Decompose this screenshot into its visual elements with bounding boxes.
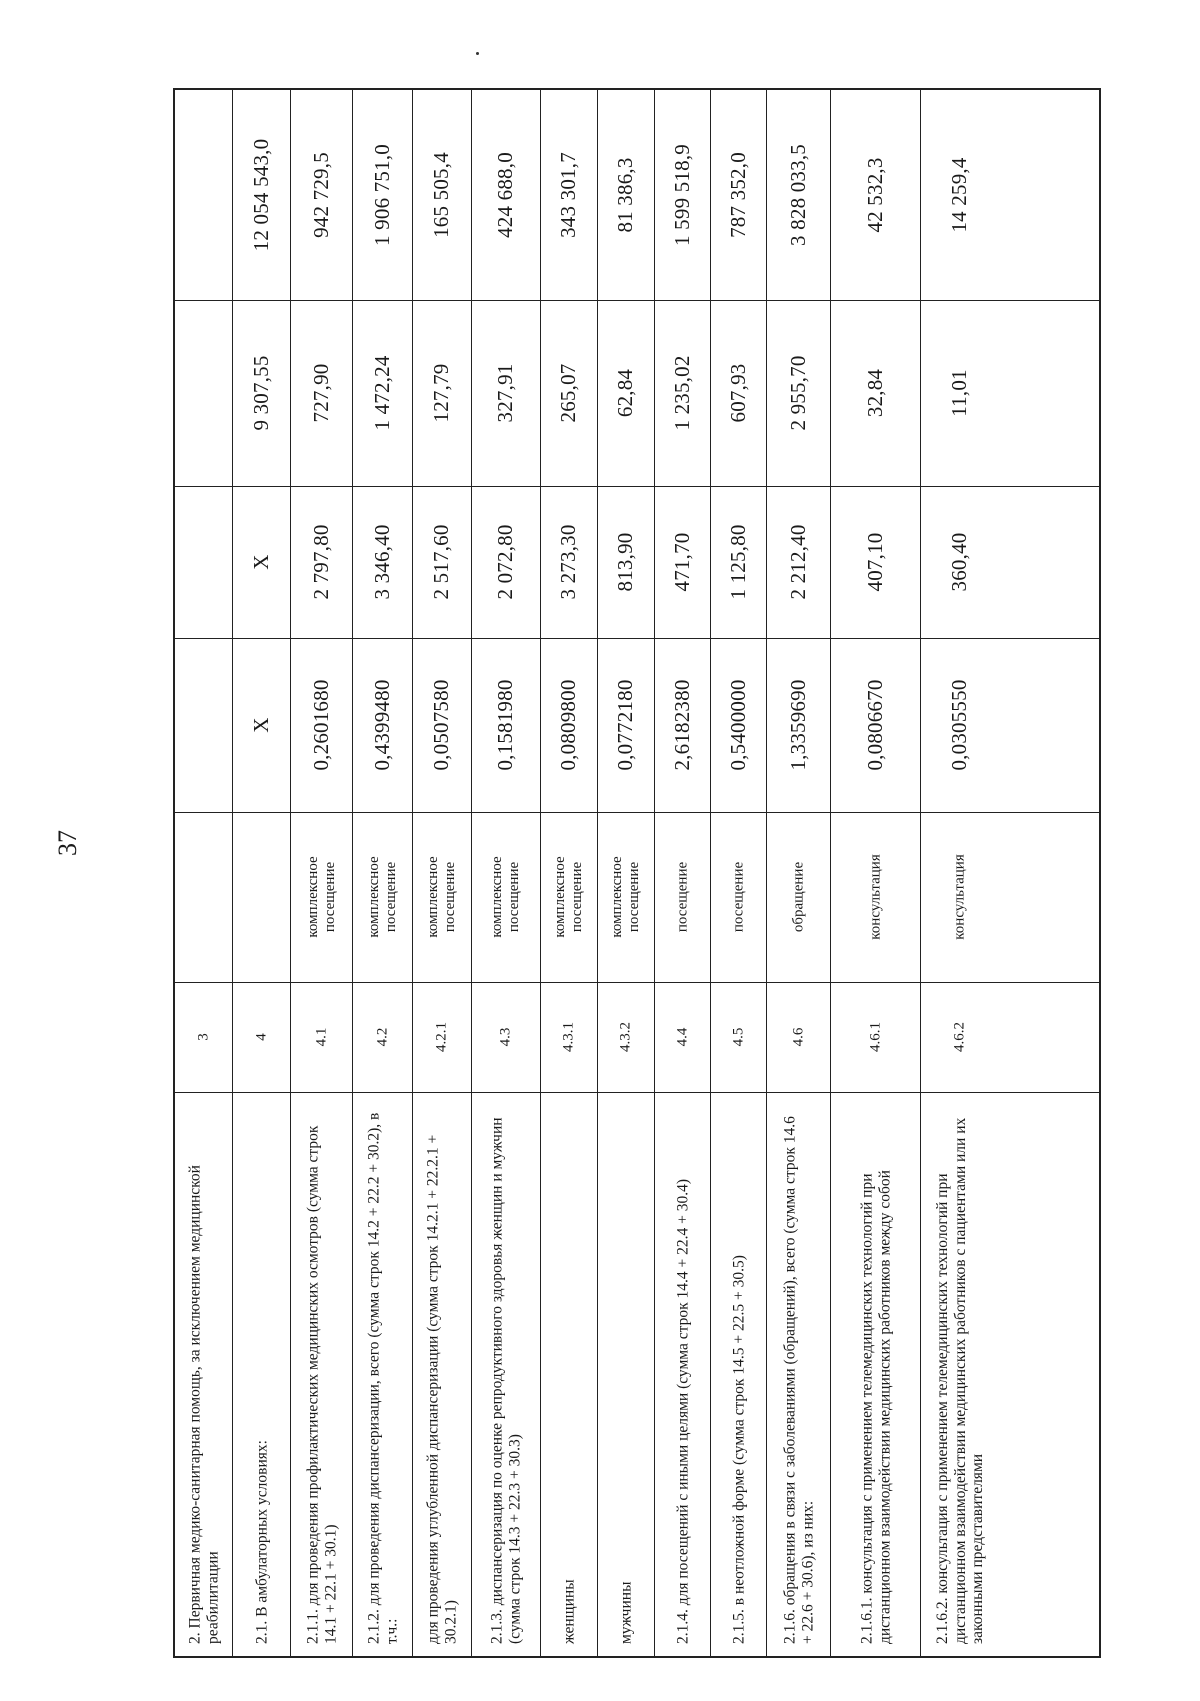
per-capita-text: 327,91	[493, 363, 518, 423]
per-capita-cell	[655, 300, 710, 486]
volume-text: 0,4399480	[369, 679, 394, 771]
per-capita-cell	[413, 300, 471, 486]
name-text: 2. Первичная медико-санитарная помощь, за исключением медицинской реабилитации	[186, 1165, 221, 1644]
total-text: 1 599 518,9	[669, 144, 694, 246]
cost-cell	[831, 486, 920, 638]
code-cell	[655, 982, 710, 1092]
unit-text: комплексное посещение	[425, 856, 458, 938]
volume-cell	[831, 638, 920, 812]
cost-cell	[767, 486, 830, 638]
code-text: 4.3.1	[560, 1022, 577, 1052]
per-capita-text: 32,84	[862, 368, 887, 418]
name-text: 2.1.6.2. консультация с применением телемедицинских технологий при дистанционном взаимодействии медицинских работников с пациентами или их законными представителями	[933, 1117, 986, 1644]
total-text: 165 505,4	[429, 152, 454, 238]
total-cell	[291, 90, 352, 300]
cost-cell	[291, 486, 352, 638]
volume-cell	[541, 638, 597, 812]
unit-cell	[921, 812, 999, 982]
volume-text: 0,5400000	[725, 679, 750, 771]
name-text: 2.1.2. для проведения диспансеризации, всего (сумма строк 14.2 + 22.2 + 30.2), в т.ч.:	[365, 1112, 400, 1644]
table-row	[766, 90, 830, 1656]
per-capita-text: 62,84	[613, 368, 638, 418]
unit-cell	[655, 812, 710, 982]
unit-cell	[413, 812, 471, 982]
unit-cell	[175, 812, 232, 982]
per-capita-text: 11,01	[947, 369, 972, 417]
unit-cell	[831, 812, 920, 982]
per-capita-text: 1 472,24	[369, 355, 394, 431]
per-capita-text: 9 307,55	[248, 355, 273, 431]
code-cell	[233, 982, 290, 1092]
unit-text: обращение	[790, 861, 807, 933]
unit-text: консультация	[951, 854, 968, 940]
name-cell	[831, 1092, 920, 1656]
cost-text: 471,70	[669, 532, 694, 592]
volume-text: 0,0305550	[947, 679, 972, 771]
cost-text: 360,40	[947, 532, 972, 592]
code-text: 4.6	[790, 1027, 807, 1047]
total-cell	[711, 90, 766, 300]
name-cell	[233, 1092, 290, 1656]
name-cell	[291, 1092, 352, 1656]
name-text: 2.1.4. для посещений с иными целями (сумма строк 14.4 + 22.4 + 30.4)	[673, 1179, 691, 1644]
total-cell	[767, 90, 830, 300]
volume-cell	[353, 638, 412, 812]
code-text: 4.3.2	[617, 1022, 634, 1052]
unit-text: комплексное посещение	[365, 856, 399, 938]
cost-cell	[353, 486, 412, 638]
cost-cell	[921, 486, 999, 638]
code-text: 4.5	[730, 1027, 747, 1047]
volume-cell	[291, 638, 352, 812]
total-text: 787 352,0	[725, 152, 750, 238]
name-text: для проведения углубленной диспансеризации (сумма строк 14.2.1 + 22.2.1 + 30.2.1)	[424, 1134, 459, 1644]
cost-text: 407,10	[862, 532, 887, 592]
per-capita-cell	[353, 300, 412, 486]
cost-text: 2 517,60	[429, 524, 454, 600]
unit-cell	[353, 812, 412, 982]
code-cell	[831, 982, 920, 1092]
unit-text: консультация	[867, 854, 884, 940]
code-cell	[353, 982, 412, 1092]
volume-text: 0,1581980	[493, 679, 518, 771]
cost-text: 3 346,40	[369, 524, 394, 600]
table-row	[412, 90, 471, 1656]
unit-cell	[711, 812, 766, 982]
total-text: 3 828 033,5	[785, 144, 810, 246]
cost-text: 3 273,30	[556, 524, 581, 600]
per-capita-cell	[711, 300, 766, 486]
cost-cell	[598, 486, 654, 638]
name-cell	[655, 1092, 710, 1656]
name-cell	[767, 1092, 830, 1656]
total-text: 81 386,3	[613, 157, 638, 233]
table-row	[710, 90, 766, 1656]
scan-dot	[476, 52, 479, 55]
total-text: 942 729,5	[308, 152, 333, 238]
code-text: 4.4	[674, 1027, 691, 1047]
per-capita-cell	[831, 300, 920, 486]
unit-text: посещение	[674, 861, 691, 933]
cost-cell	[655, 486, 710, 638]
unit-cell	[291, 812, 352, 982]
unit-cell	[472, 812, 540, 982]
total-cell	[655, 90, 710, 300]
volume-cell	[921, 638, 999, 812]
unit-cell	[541, 812, 597, 982]
table-row	[352, 90, 412, 1656]
volume-cell	[711, 638, 766, 812]
cost-text: 2 072,80	[493, 524, 518, 600]
per-capita-cell	[598, 300, 654, 486]
volume-text: 0,0809800	[556, 679, 581, 771]
unit-text: комплексное посещение	[609, 856, 642, 938]
unit-cell	[233, 812, 290, 982]
name-text: 2.1.5. в неотложной форме (сумма строк 14.5 + 22.5 + 30.5)	[729, 1255, 747, 1644]
code-text: 4	[253, 1033, 270, 1041]
code-cell	[921, 982, 999, 1092]
unit-cell	[767, 812, 830, 982]
per-capita-cell	[291, 300, 352, 486]
volume-cell	[413, 638, 471, 812]
code-text: 4.1	[313, 1027, 330, 1047]
code-text: 4.2	[374, 1027, 391, 1047]
table-row	[290, 90, 352, 1656]
cost-cell	[175, 486, 232, 638]
table-row	[175, 90, 232, 1656]
cost-text: 1 125,80	[725, 524, 750, 600]
per-capita-cell	[541, 300, 597, 486]
volume-text: 2,6182380	[669, 679, 694, 771]
code-cell	[767, 982, 830, 1092]
code-text: 4.2.1	[433, 1022, 450, 1052]
name-cell	[598, 1092, 654, 1656]
cost-cell	[711, 486, 766, 638]
volume-cell	[472, 638, 540, 812]
volume-cell	[598, 638, 654, 812]
unit-text: комплексное посещение	[304, 856, 338, 938]
total-text: 14 259,4	[947, 157, 972, 233]
total-cell	[413, 90, 471, 300]
page-number: 37	[53, 830, 82, 856]
volume-text: 0,2601680	[308, 679, 333, 771]
table-row	[830, 90, 920, 1656]
table-row	[654, 90, 710, 1656]
table-row	[540, 90, 597, 1656]
cost-text: 2 212,40	[785, 524, 810, 600]
volume-text: 1,3359690	[785, 679, 810, 771]
name-cell	[921, 1092, 999, 1656]
per-capita-text: 727,90	[308, 363, 333, 423]
name-text: 2.1.3. диспансеризация по оценке репродуктивного здоровья женщин и мужчин (сумма строк 14.3 + 22.3 + 30.3)	[488, 1117, 523, 1644]
volume-text: 0,0806670	[862, 679, 887, 771]
total-text: 12 054 543,0	[248, 138, 273, 252]
volume-cell	[175, 638, 232, 812]
cost-text: 813,90	[613, 532, 638, 592]
name-text: 2.1.6. обращения в связи с заболеваниями (обращений), всего (сумма строк 14.6 + 22.6 + 30.6), из них:	[781, 1116, 816, 1644]
cost-cell	[233, 486, 290, 638]
volume-text: 0,0507580	[429, 679, 454, 771]
code-cell	[175, 982, 232, 1092]
table-row	[232, 90, 290, 1656]
cost-cell	[413, 486, 471, 638]
code-cell	[541, 982, 597, 1092]
cost-text: 2 797,80	[308, 524, 333, 600]
total-text: 343 301,7	[556, 152, 581, 238]
name-text: женщины	[560, 1579, 578, 1644]
per-capita-text: 607,93	[725, 363, 750, 423]
code-text: 4.3	[497, 1027, 514, 1047]
table-row	[471, 90, 540, 1656]
per-capita-cell	[472, 300, 540, 486]
per-capita-cell	[921, 300, 999, 486]
volume-cell	[233, 638, 290, 812]
volume-text: X	[248, 717, 273, 733]
per-capita-text: 127,79	[429, 363, 454, 423]
name-cell	[413, 1092, 471, 1656]
volume-cell	[655, 638, 710, 812]
name-text: 2.1.1. для проведения профилактических медицинских осмотров (сумма строк 14.1 + 22.1 + 30.1)	[304, 1125, 339, 1644]
name-text: мужчины	[617, 1581, 635, 1644]
name-cell	[541, 1092, 597, 1656]
cost-cell	[472, 486, 540, 638]
code-cell	[598, 982, 654, 1092]
code-cell	[291, 982, 352, 1092]
code-text: 3	[195, 1033, 212, 1041]
per-capita-cell	[175, 300, 232, 486]
unit-text: посещение	[730, 861, 747, 933]
volume-cell	[767, 638, 830, 812]
code-cell	[413, 982, 471, 1092]
name-text: 2.1.6.1. консультация с применением телемедицинских технологий при дистанционном взаимодействии медицинских работников между собой	[858, 1170, 893, 1644]
total-cell	[598, 90, 654, 300]
unit-cell	[598, 812, 654, 982]
code-cell	[472, 982, 540, 1092]
cost-cell	[541, 486, 597, 638]
total-text: 1 906 751,0	[369, 144, 394, 246]
name-text: 2.1. В амбулаторных условиях:	[252, 1440, 270, 1644]
cost-text: X	[248, 554, 273, 570]
total-cell	[921, 90, 999, 300]
per-capita-cell	[233, 300, 290, 486]
table-row	[920, 90, 999, 1656]
total-cell	[541, 90, 597, 300]
name-cell	[711, 1092, 766, 1656]
total-cell	[472, 90, 540, 300]
volume-text: 0,0772180	[613, 679, 638, 771]
total-cell	[175, 90, 232, 300]
data-table	[173, 88, 1101, 1658]
table-row	[597, 90, 654, 1656]
total-text: 424 688,0	[493, 152, 518, 238]
code-text: 4.6.1	[867, 1022, 884, 1052]
per-capita-text: 265,07	[556, 363, 581, 423]
name-cell	[353, 1092, 412, 1656]
total-cell	[233, 90, 290, 300]
unit-text: комплексное посещение	[552, 856, 585, 938]
unit-text: комплексное посещение	[489, 856, 522, 938]
per-capita-cell	[767, 300, 830, 486]
total-text: 42 532,3	[862, 157, 887, 233]
total-cell	[353, 90, 412, 300]
name-cell	[175, 1092, 232, 1656]
per-capita-text: 1 235,02	[669, 355, 694, 431]
total-cell	[831, 90, 920, 300]
code-text: 4.6.2	[951, 1022, 968, 1052]
name-cell	[472, 1092, 540, 1656]
per-capita-text: 2 955,70	[785, 355, 810, 431]
code-cell	[711, 982, 766, 1092]
